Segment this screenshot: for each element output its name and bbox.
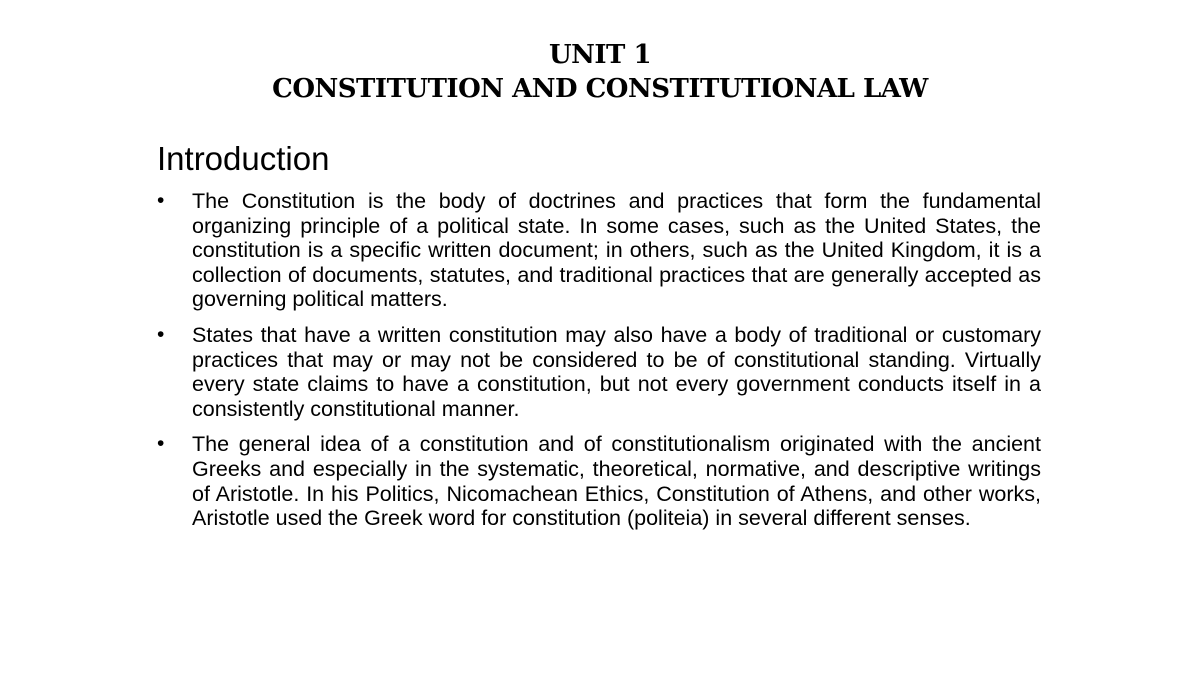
bullet-text: The general idea of a constitution and of constitutionalism originated with the ancient Greeks and especially in the systematic, theoretical, normative, and descriptive writings of Aristotle. In his Politics, Nicomachean Ethics, Constitution of Athens, and other works, Aristotle used the Greek word for constitution (politeia) in several different senses. (192, 432, 1041, 531)
bullet-icon: • (157, 189, 165, 212)
bullet-icon: • (157, 322, 165, 346)
section-heading: Introduction (157, 140, 330, 177)
bullet-text: The Constitution is the body of doctrines and practices that form the fundamental organizing principle of a political state. In some cases, such as the United States, the constitution is a specific written document; in others, such as the United Kingdom, it is a collection of documents, statutes, and traditional practices that are generally accepted as governing political matters. (192, 189, 1041, 312)
slide-title (0, 38, 1200, 106)
bullet-item (157, 189, 1041, 312)
bullet-list (157, 189, 1041, 542)
unit-title: UNIT 1 (548, 40, 652, 70)
bullet-item (157, 323, 1041, 421)
bullet-text: States that have a written constitution may also have a body of traditional or customary practices that may or may not be considered to be of constitutional standing. Virtually every state claims to have a constitution, but not every government conducts itself in a consistently constitutional manner. (192, 322, 1041, 421)
bullet-icon: • (157, 432, 165, 456)
topic-title: CONSTITUTION AND CONSTITUTIONAL LAW (272, 74, 928, 104)
bullet-item (157, 432, 1041, 530)
